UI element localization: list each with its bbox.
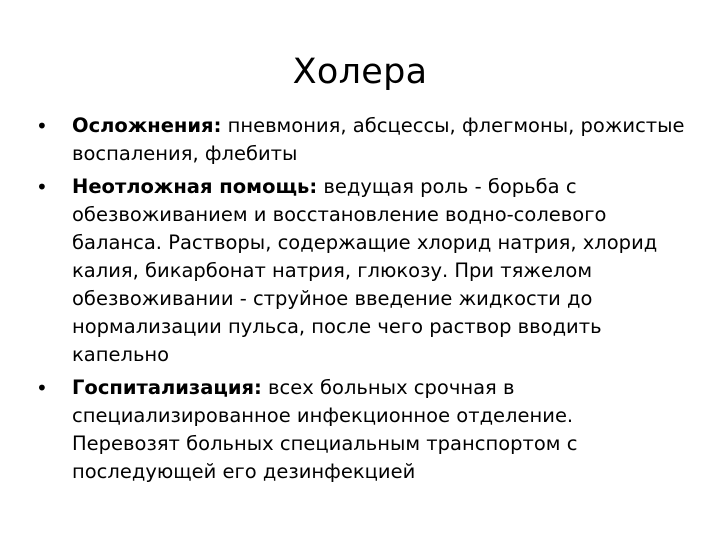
bullet-list xyxy=(36,112,686,491)
slide-title: Холера xyxy=(292,52,428,92)
bullet-text: всех больных срочная в специализированное инфекционное отделение. Перевозят больных специальным транспортом с последующей его дезинфекцией xyxy=(72,376,578,483)
bullet-marker: • xyxy=(36,376,48,400)
bullet-item-hospitalization xyxy=(36,374,686,486)
bullet-label: Неотложная помощь: xyxy=(72,175,318,198)
bullet-label: Осложнения: xyxy=(72,114,222,137)
bullet-item-emergency-care xyxy=(36,173,686,369)
bullet-marker: • xyxy=(36,114,48,138)
bullet-text: ведущая роль - борьба с обезвоживанием и восстановление водно-солевого баланса. Растворы, содержащие хлорид натрия, хлорид калия, бикарбонат натрия, глюкозу. При тяжелом обезвоживании - струйное введение жидкости до нормализации пульса, после чего раствор вводить капельно xyxy=(72,175,658,366)
bullet-item-complications xyxy=(36,112,686,168)
bullet-marker: • xyxy=(36,175,48,199)
bullet-label: Госпитализация: xyxy=(72,376,262,399)
bullet-text: пневмония, абсцессы, флегмоны, рожистые воспаления, флебиты xyxy=(72,114,685,165)
